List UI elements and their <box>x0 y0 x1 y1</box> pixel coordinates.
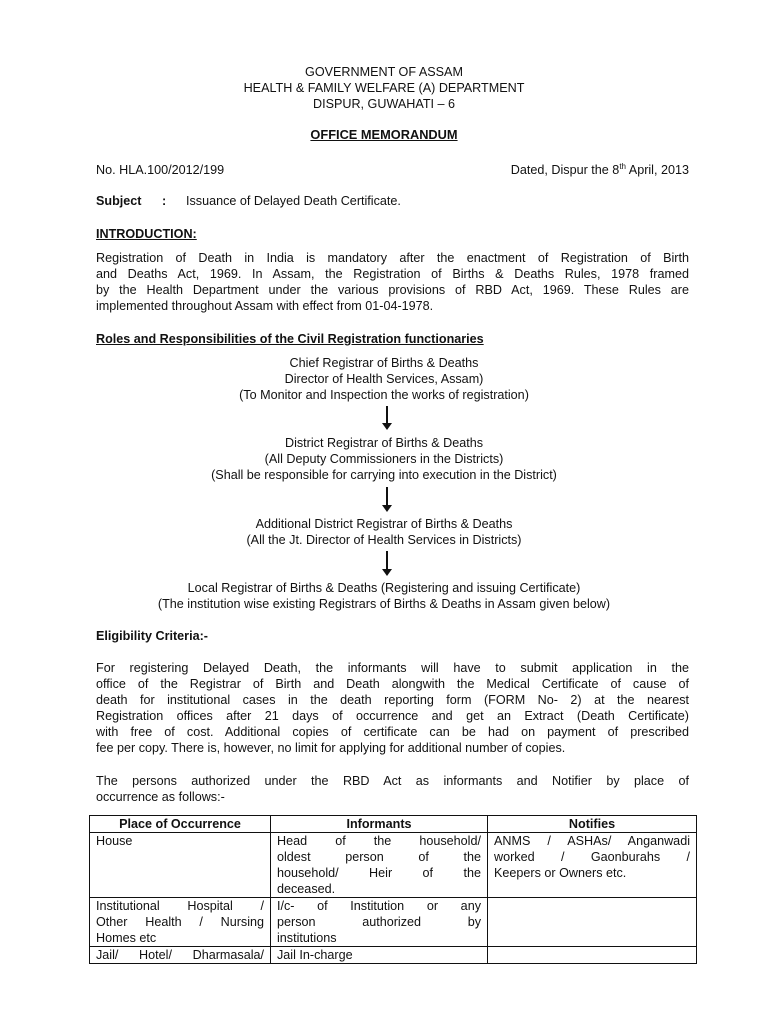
cell-line: Homes etc <box>96 931 157 945</box>
eligibility-line: with free of cost. Additional copies of certificate can be had on payment of prescribed <box>96 725 689 739</box>
introduction-heading: INTRODUCTION: <box>96 227 197 241</box>
table-header-row <box>90 816 697 833</box>
role-local-office: (The institution wise existing Registrars of Births & Deaths in Assam given below) <box>157 597 611 611</box>
role-district-office: (All Deputy Commissioners in the Districts) <box>264 452 504 466</box>
persons-line: The persons authorized under the RBD Act as informants and Notifier by place of <box>96 774 689 788</box>
cell-line: household/ Heir of the <box>277 866 481 880</box>
role-chief-duty: (To Monitor and Inspection the works of registration) <box>239 388 529 402</box>
header-line-address: DISPUR, GUWAHATI – 6 <box>312 97 456 111</box>
eligibility-line: fee per copy. There is, however, no limit for applying for additional number of copies. <box>96 741 566 755</box>
table-row <box>90 833 697 898</box>
cell-line: Keepers or Owners etc. <box>494 866 627 880</box>
table-row <box>90 947 697 964</box>
roles-heading: Roles and Responsibilities of the Civil Registration functionaries <box>96 332 484 346</box>
cell-place <box>90 898 271 947</box>
column-header-place: Place of Occurrence <box>90 816 271 833</box>
eligibility-heading: Eligibility Criteria:- <box>96 629 208 643</box>
cell-notifies <box>488 833 697 898</box>
role-additional-title: Additional District Registrar of Births & Deaths <box>255 517 513 531</box>
persons-line: occurrence as follows:- <box>96 790 225 804</box>
cell-informants <box>271 833 488 898</box>
column-header-informants: Informants <box>271 816 488 833</box>
flow-arrow-down-icon <box>380 406 394 430</box>
cell-line: person authorized by <box>277 915 481 929</box>
subject-line <box>96 193 689 209</box>
eligibility-line: Registration offices after 21 days of occurrence and get an Extract (Death Certificate) <box>96 709 689 723</box>
occurrence-table <box>89 815 697 964</box>
role-local-title: Local Registrar of Births & Deaths (Registering and issuing Certificate) <box>187 581 581 595</box>
role-district-title: District Registrar of Births & Deaths <box>284 436 484 450</box>
flow-arrow-down-icon <box>380 551 394 576</box>
cell-line: Institutional Hospital / <box>96 899 264 913</box>
role-district-duty: (Shall be responsible for carrying into execution in the District) <box>211 468 557 482</box>
header-line-government: GOVERNMENT OF ASSAM <box>305 65 463 79</box>
header-line-department: HEALTH & FAMILY WELFARE (A) DEPARTMENT <box>243 81 525 95</box>
cell-line: deceased. <box>277 882 336 896</box>
intro-line: by the Health Department under the various provisions of RBD Act, 1969. These Rules are <box>96 283 689 297</box>
dated-sup: th <box>619 161 626 171</box>
table-row <box>90 898 697 947</box>
cell-line: Other Health / Nursing <box>96 915 264 929</box>
subject-text: Issuance of Delayed Death Certificate. <box>186 194 401 208</box>
reference-number: No. HLA.100/2012/199 <box>96 163 225 177</box>
dated-suffix: April, 2013 <box>625 163 689 177</box>
intro-line: implemented throughout Assam with effect from 01-04-1978. <box>96 299 434 313</box>
cell-line: Jail/ Hotel/ Dharmasala/ <box>96 948 264 962</box>
cell-line: institutions <box>277 931 337 945</box>
cell-line: I/c- of Institution or any <box>277 899 481 913</box>
role-chief-title: Chief Registrar of Births & Deaths <box>289 356 479 370</box>
cell-place <box>90 947 271 964</box>
cell-notifies <box>488 898 697 947</box>
eligibility-line: For registering Delayed Death, the informants will have to submit application in the <box>96 661 689 675</box>
cell-line: Head of the household/ <box>277 834 481 848</box>
eligibility-line: office of the Registrar of Birth and Death alongwith the Medical Certificate of cause of <box>96 677 689 691</box>
subject-label: Subject <box>96 194 142 208</box>
dated-line <box>96 162 689 178</box>
flow-arrow-down-icon <box>380 487 394 512</box>
cell-line: ANMS / ASHAs/ Anganwadi <box>494 834 690 848</box>
eligibility-line: death for institutional cases in the death reporting form (FORM No- 2) at the nearest <box>96 693 689 707</box>
cell-line: worked / Gaonburahs / <box>494 850 690 864</box>
intro-line: Registration of Death in India is mandatory after the enactment of Registration of Birth <box>96 251 689 265</box>
intro-line: and Deaths Act, 1969. In Assam, the Registration of Births & Deaths Rules, 1978 framed <box>96 267 689 281</box>
cell-place <box>90 833 271 898</box>
cell-line: Jail In-charge <box>277 948 353 962</box>
cell-informants <box>271 898 488 947</box>
cell-line: House <box>96 834 133 848</box>
role-additional-office: (All the Jt. Director of Health Services in Districts) <box>246 533 522 547</box>
column-header-notifies: Notifies <box>488 816 697 833</box>
page-title: OFFICE MEMORANDUM <box>310 127 458 142</box>
role-chief-office: Director of Health Services, Assam) <box>284 372 484 386</box>
dated-prefix: Dated, Dispur the 8 <box>510 163 620 177</box>
cell-line: oldest person of the <box>277 850 481 864</box>
cell-notifies <box>488 947 697 964</box>
subject-colon: : <box>162 194 167 208</box>
cell-informants <box>271 947 488 964</box>
